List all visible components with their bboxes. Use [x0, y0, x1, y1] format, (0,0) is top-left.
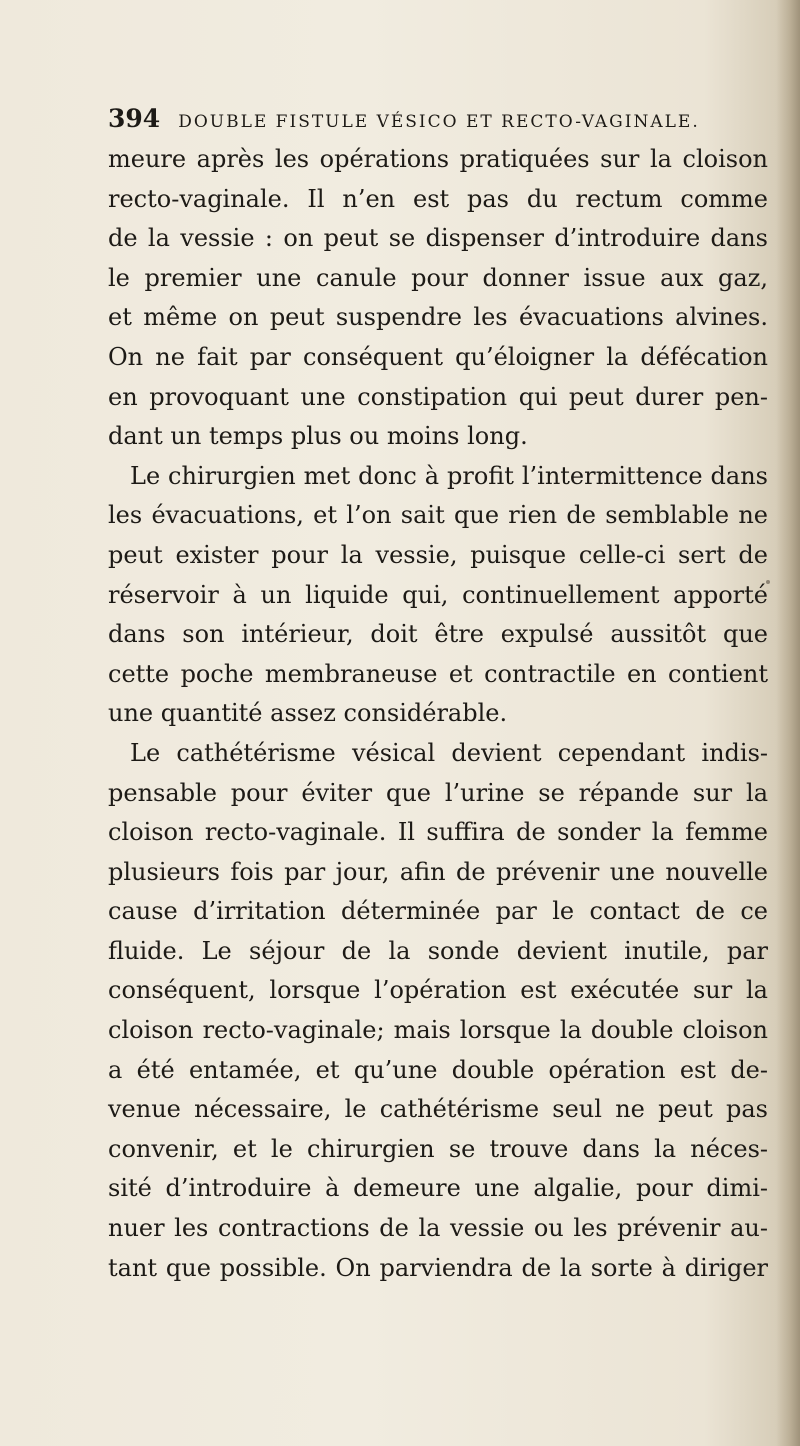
- text-line: convenir, et le chirurgien se trouve dans la néces-: [108, 1134, 768, 1163]
- text-line: recto-vaginale. Il n’en est pas du rectum comme: [108, 184, 768, 213]
- text-line: cloison recto-vaginale. Il suffira de sonder la femme: [108, 818, 768, 847]
- body-text: [108, 140, 768, 1288]
- text-line: dans son intérieur, doit être expulsé aussitôt que: [108, 620, 768, 649]
- text-line: cause d’irritation déterminée par le contact de ce: [108, 897, 768, 926]
- text-line: Le cathétérisme vésical devient cependant indis-: [130, 738, 768, 767]
- text-line: les évacuations, et l’on sait que rien de semblable ne: [108, 501, 768, 530]
- text-line: en provoquant une constipation qui peut durer pen-: [108, 382, 768, 411]
- text-line: réservoir à un liquide qui, continuellement apporté: [108, 580, 768, 609]
- text-line: On ne fait par conséquent qu’éloigner la défécation: [108, 342, 768, 371]
- text-line: nuer les contractions de la vessie ou les prévenir au-: [108, 1214, 768, 1243]
- page-edge-shadow: [776, 0, 800, 1446]
- text-line: le premier une canule pour donner issue aux gaz,: [108, 263, 768, 292]
- running-head: DOUBLE FISTULE VÉSICO ET RECTO-VAGINALE.: [178, 112, 700, 132]
- page-header: [108, 104, 768, 133]
- text-line: dant un temps plus ou moins long.: [108, 422, 528, 451]
- page-number: 394: [108, 104, 161, 133]
- text-line: sité d’introduire à demeure une algalie, pour dimi-: [108, 1174, 768, 1203]
- text-line: venue nécessaire, le cathétérisme seul ne peut pas: [108, 1095, 768, 1124]
- text-line: cloison recto-vaginale; mais lorsque la double cloison: [108, 1016, 768, 1045]
- text-line: fluide. Le séjour de la sonde devient inutile, par: [108, 936, 768, 965]
- text-line: plusieurs fois par jour, afin de prévenir une nouvelle: [108, 857, 768, 886]
- text-line: tant que possible. On parviendra de la sorte à diriger: [108, 1253, 768, 1282]
- text-line: conséquent, lorsque l’opération est exécutée sur la: [108, 976, 768, 1005]
- text-line: meure après les opérations pratiquées sur la cloison: [108, 145, 768, 173]
- text-line: pensable pour éviter que l’urine se répande sur la: [108, 778, 768, 807]
- text-line: et même on peut suspendre les évacuations alvines.: [108, 303, 768, 332]
- text-line: une quantité assez considérable.: [108, 699, 508, 728]
- text-line: peut exister pour la vessie, puisque celle-ci sert de: [108, 540, 768, 569]
- text-line: cette poche membraneuse et contractile en contient: [108, 659, 768, 688]
- text-line: a été entamée, et qu’une double opération est de-: [108, 1055, 768, 1084]
- text-line: de la vessie : on peut se dispenser d’introduire dans: [108, 224, 768, 253]
- text-line: Le chirurgien met donc à profit l’intermittence dans: [130, 461, 768, 490]
